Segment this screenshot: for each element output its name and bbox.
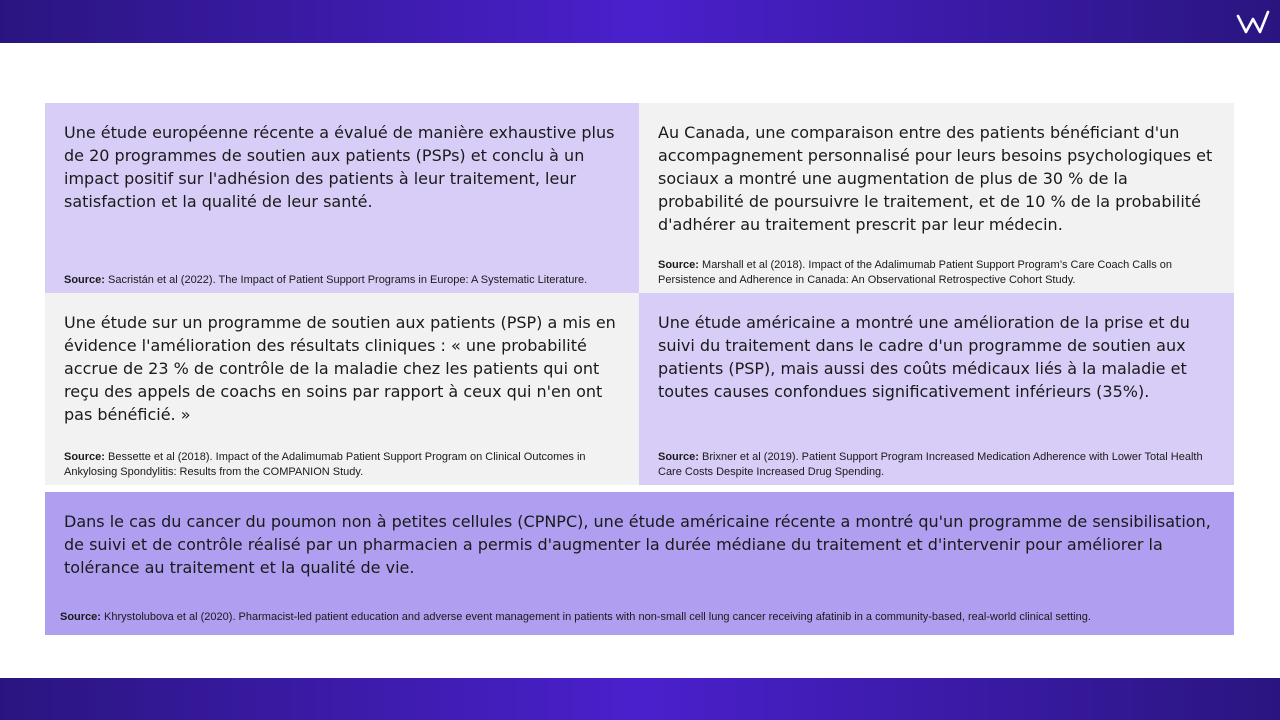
card-source [64,450,621,480]
header-bar [0,0,1280,43]
card-body-text: Une étude américaine a montré une amélioration de la prise et du suivi du traitement dans le cadre d'un programme de soutien aux patients (PSP), mais aussi des coûts médicaux liés à la maladie et toutes causes confondues significativement inférieurs (35%). [658,313,1190,401]
study-card-europe [45,103,639,293]
source-citation: Marshall et al (2018). Impact of the Adalimumab Patient Support Program’s Care Coach Calls on Persistence and Adherence in Canada: An Observational Retrospective Cohort Study. [658,259,1173,286]
source-citation: Brixner et al (2019). Patient Support Program Increased Medication Adherence with Lower Total Health Care Costs Despite Increased Drug Spending. [658,451,1203,478]
source-label: Source: [64,274,105,286]
source-citation: Khrystolubova et al (2020). Pharmacist-led patient education and adverse event management in patients with non-small cell lung cancer receiving afatinib in a community-based, real-world clinical setting. [104,611,1091,623]
card-source [64,273,621,288]
source-citation: Bessette et al (2018). Impact of the Adalimumab Patient Support Program on Clinical Outcomes in Ankylosing Spondylitis: Results from the COMPANION Study. [64,451,586,478]
source-label: Source: [658,451,699,463]
card-body-text: Dans le cas du cancer du poumon non à petites cellules (CPNPC), une étude américaine récente a montré qu'un programme de sensibilisation, de suivi et de contrôle réalisé par un pharmacien a permis d'augmenter la durée médiane du traitement et d'intervenir pour améliorer la tolérance au traitement et la qualité de vie. [64,512,1211,577]
study-card-psp-clinical [45,293,639,485]
card-body-text: Une étude européenne récente a évalué de manière exhaustive plus de 20 programmes de soutien aux patients (PSPs) et conclu à un impact positif sur l'adhésion des patients à leur traitement, leur satisfaction et la qualité de leur santé. [64,123,615,211]
card-body-text: Au Canada, une comparaison entre des patients bénéficiant d'un accompagnement personnalisé pour leurs besoins psychologiques et sociaux a montré une augmentation de plus de 30 % de la probabilité de poursuivre le traitement, et de 10 % de la probabilité d'adhérer au traitement prescrit par leur médecin. [658,123,1213,234]
card-source [658,258,1216,288]
source-label: Source: [64,451,105,463]
source-label: Source: [658,259,699,271]
footer-bar [0,678,1280,720]
card-source [60,610,1216,625]
card-source [658,450,1216,480]
study-card-canada [639,103,1234,293]
study-card-nsclc [45,492,1234,635]
w-logo-icon [1236,8,1270,36]
source-citation: Sacristán et al (2022). The Impact of Patient Support Programs in Europe: A Systematic Literature. [108,274,588,286]
study-card-usa [639,293,1234,485]
card-body-text: Une étude sur un programme de soutien aux patients (PSP) a mis en évidence l'amélioration des résultats cliniques : « une probabilité accrue de 23 % de contrôle de la maladie chez les patients qui ont reçu des appels de coachs en soins par rapport à ceux qui n'en ont pas bénéficié. » [64,313,616,424]
source-label: Source: [60,611,101,623]
